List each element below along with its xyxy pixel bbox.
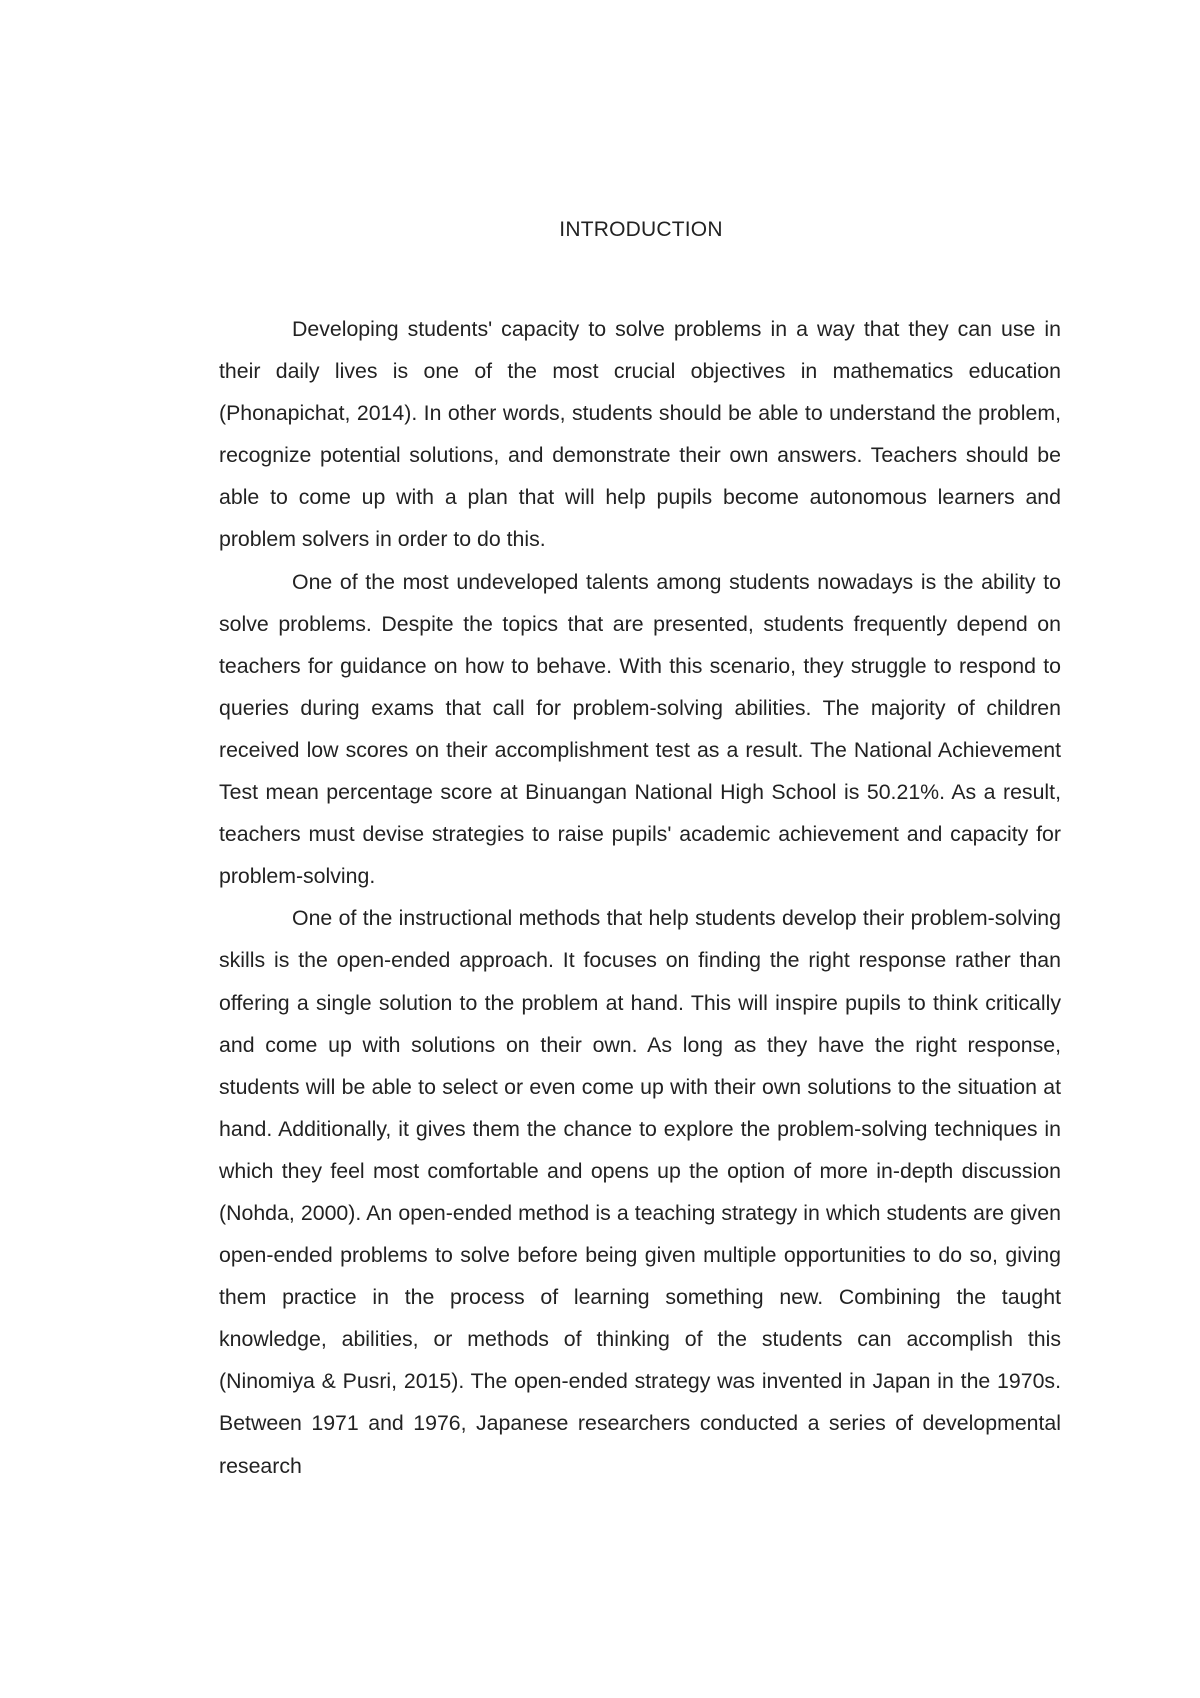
paragraph-3: One of the instructional methods that help students develop their problem-solving skills is the open-ended approach. It focuses on finding the right response rather than offering a single solution to the problem at hand. This will inspire pupils to think critically and come up with solutions on their own. As long as they have the right response, students will be able to select or even come up with their own solutions to the situation at hand. Additionally, it gives them the chance to explore the problem-solving techniques in which they feel most comfortable and opens up the option of more in-depth discussion (Nohda, 2000). An open-ended method is a teaching strategy in which students are given open-ended problems to solve before being given multiple opportunities to do so, giving them practice in the process of learning something new. Combining the taught knowledge, abilities, or methods of thinking of the students can accomplish this (Ninomiya & Pusri, 2015). The open-ended strategy was invented in Japan in the 1970s. Between 1971 and 1976, Japanese researchers conducted a series of developmental research — [219, 906, 1061, 1478]
paragraph-1: Developing students' capacity to solve problems in a way that they can use in their daily lives is one of the most crucial objectives in mathematics education (Phonapichat, 2014). In other words, students should be able to understand the problem, recognize potential solutions, and demonstrate their own answers. Teachers should be able to come up with a plan that will help pupils become autonomous learners and problem solvers in order to do this. — [219, 317, 1061, 552]
paragraph-2: One of the most undeveloped talents among students nowadays is the ability to solve problems. Despite the topics that are presented, students frequently depend on teachers for guidance on how to behave. With this scenario, they struggle to respond to queries during exams that call for problem-solving abilities. The majority of children received low scores on their accomplishment test as a result. The National Achievement Test mean percentage score at Binuangan National High School is 50.21%. As a result, teachers must devise strategies to raise pupils' academic achievement and capacity for problem-solving. — [219, 569, 1061, 889]
section-heading: INTRODUCTION — [559, 218, 723, 241]
body-text — [219, 308, 1061, 1487]
